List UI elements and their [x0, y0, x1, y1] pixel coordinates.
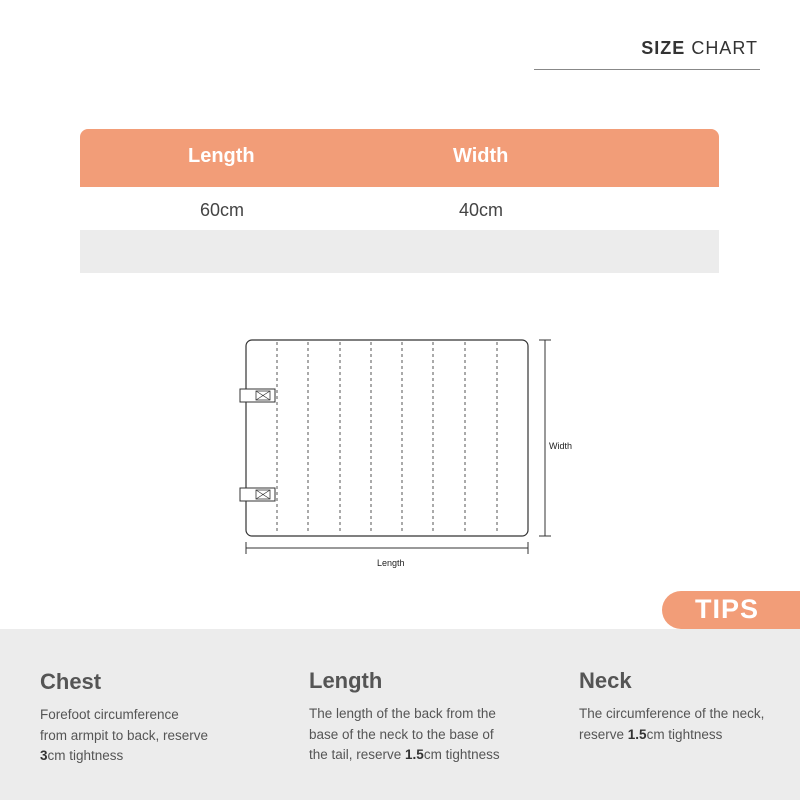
tip-line: Forefoot circumference	[40, 707, 179, 722]
tip-line: cm tightness	[646, 726, 723, 742]
tip-text	[579, 704, 764, 745]
tip-line: cm tightness	[423, 747, 500, 762]
tip-title: Neck	[579, 668, 632, 693]
tip-bold-value: 1.5	[627, 726, 647, 742]
tip-bold-value: 3	[40, 748, 48, 763]
tip-line: the tail, reserve	[309, 747, 406, 762]
tip-line: base of the neck to the base of	[309, 726, 494, 742]
page-title-rest: CHART	[685, 38, 758, 58]
length-dimension-line	[246, 542, 528, 554]
mat-outline	[246, 340, 528, 536]
tip-neck	[579, 668, 764, 745]
tip-text	[40, 705, 208, 767]
tips-badge-label: TIPS	[695, 594, 760, 624]
cell-width: 40cm	[459, 200, 504, 220]
cell-length: 60cm	[200, 200, 245, 220]
width-label: Width	[549, 441, 573, 451]
tip-chest	[40, 669, 208, 767]
length-label: Length	[377, 558, 405, 568]
tip-length	[309, 668, 500, 766]
tips-panel	[0, 629, 800, 800]
tip-text	[309, 704, 500, 766]
tip-line: The circumference of the neck,	[579, 706, 765, 721]
tip-line: cm tightness	[47, 748, 124, 763]
tip-title: Chest	[40, 669, 102, 694]
width-dimension-line	[539, 340, 551, 536]
column-header-width: Width	[453, 145, 509, 167]
mat-stitch-lines	[277, 342, 497, 534]
tip-line: reserve	[579, 726, 628, 742]
velcro-strap-top	[240, 389, 275, 402]
tip-title: Length	[309, 668, 383, 693]
tip-line: The length of the back from the	[309, 706, 496, 721]
tip-bold-value: 1.5	[405, 747, 424, 762]
tip-line: from armpit to back, reserve	[40, 727, 209, 743]
column-header-length: Length	[188, 145, 255, 167]
page-title-bold: SIZE	[641, 38, 686, 58]
velcro-strap-bottom	[240, 488, 275, 501]
